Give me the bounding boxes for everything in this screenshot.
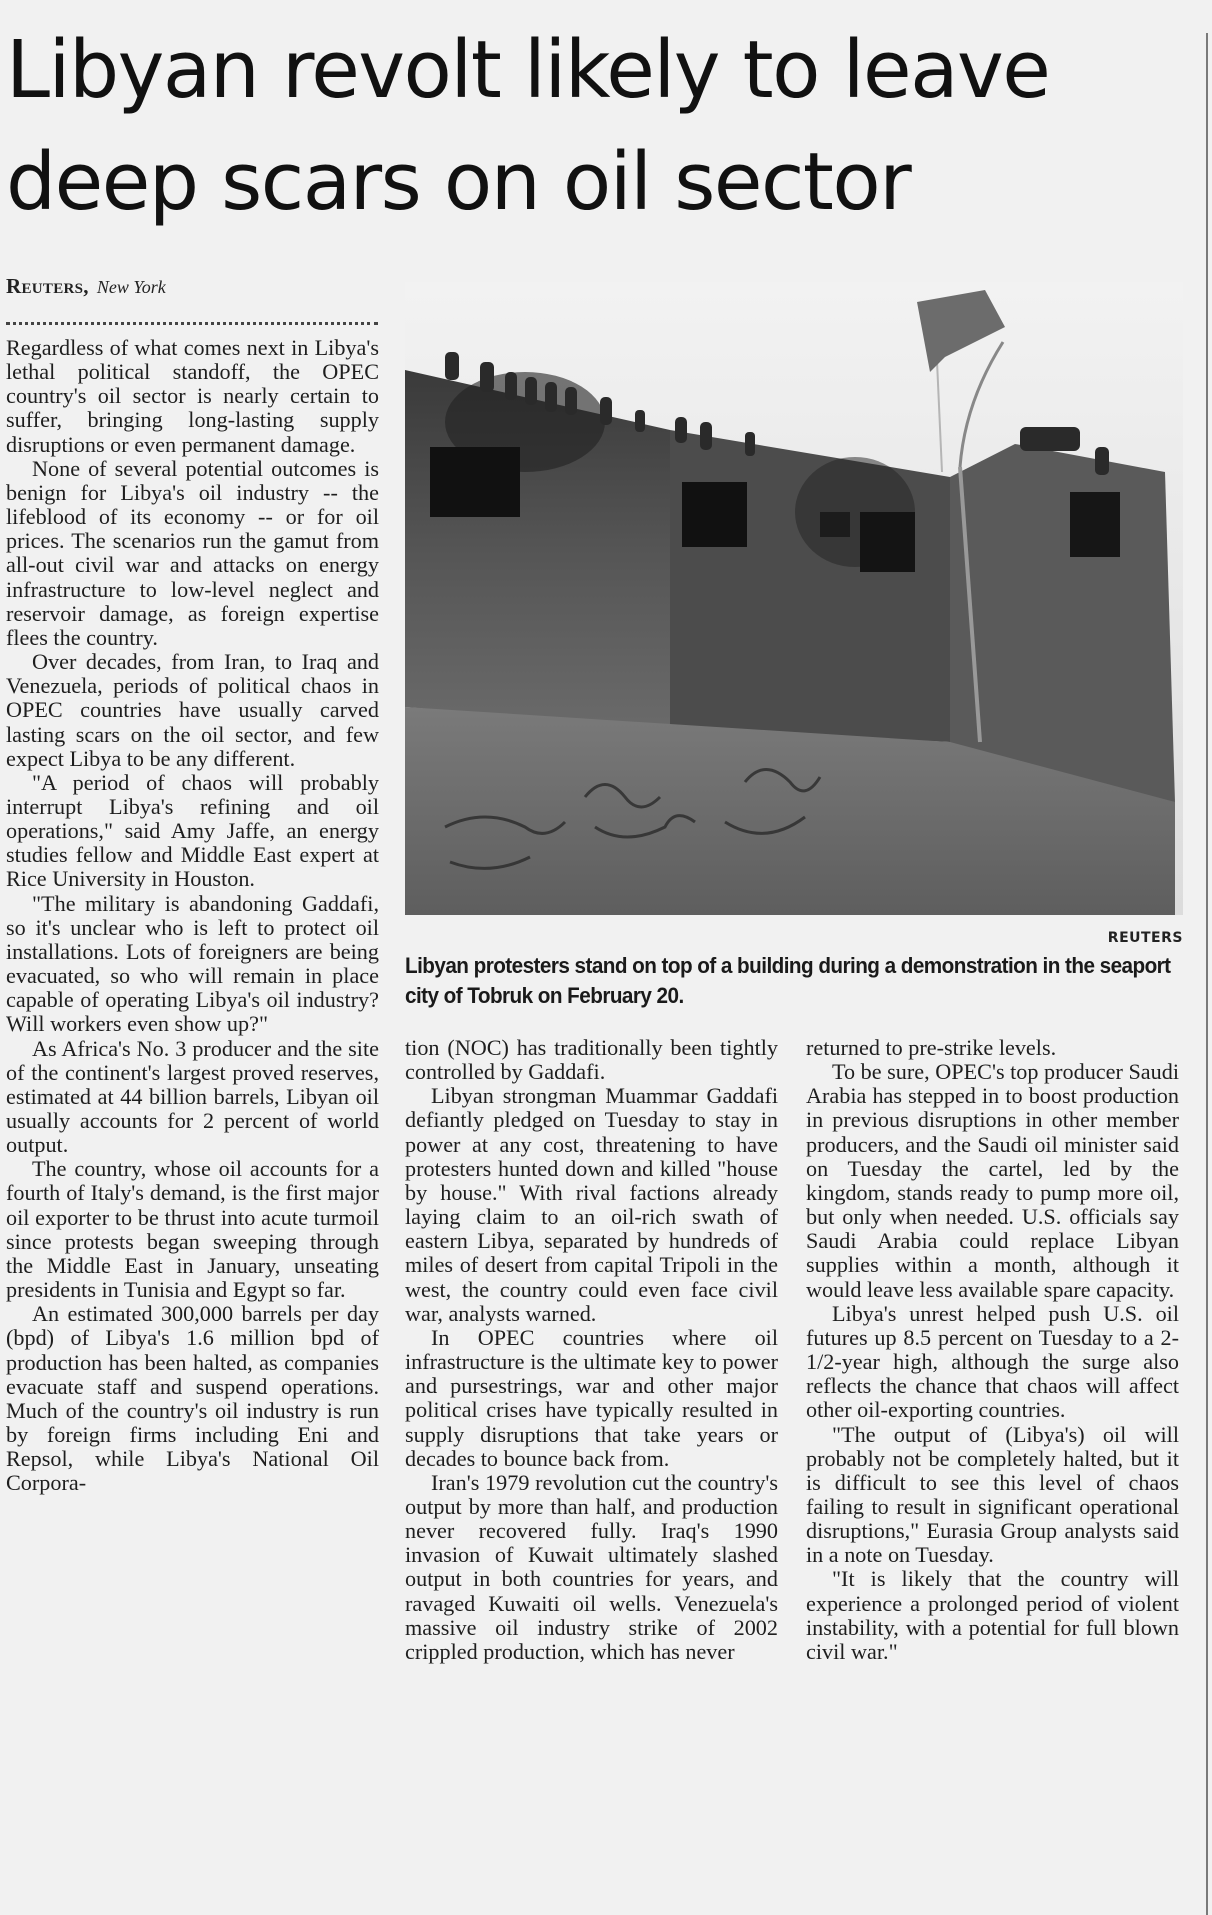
paragraph: The country, whose oil accounts for a fourth of Italy's demand, is the first major oil exporter to be thrust into acute turmoil since protests began sweeping through the Middle East in January, unseating presidents in Tunisia and Egypt so far. [6,1156,379,1303]
paragraph: "The output of (Libya's) oil will probably not be completely halted, but it is difficult to see this level of chaos failing to result in significant operational disruptions," Eurasia Group analysts said in a note on Tuesday. [806,1421,1179,1568]
column-rule [1206,33,1208,1915]
paragraph: Over decades, from Iran, to Iraq and Venezuela, periods of political chaos in OPEC countries have usually carved lasting scars on the oil sector, and few expect Libya to be any different. [6,649,379,771]
byline-location: New York [96,277,166,297]
dotted-divider [6,322,378,325]
article-column-2 [405,1036,778,1664]
paragraph: Regardless of what comes next in Libya's lethal political standoff, the OPEC country's oil sector is nearly certain to suffer, bringing long-lasting supply disruptions or even permanent damage. [6,335,379,457]
paragraph: Iran's 1979 revolution cut the country's output by more than half, and production never recovered fully. Iraq's 1990 invasion of Kuwait ultimately slashed output in both countries for years, and ravaged Kuwaiti oil wells. Venezuela's massive oil industry strike of 2002 crippled production, which has never [405,1469,778,1664]
article-column-1 [6,336,379,1496]
headline-line-2: deep scars on oil sector [6,136,911,228]
paragraph: returned to pre-strike levels. [806,1035,1057,1060]
paragraph: "The military is abandoning Gaddafi, so it's unclear who is left to protect oil installations. Lots of foreigners are being evacuated, so who will remain in place capable of operating Libya's oil industry? Will workers even show up?" [6,890,379,1037]
paragraph: To be sure, OPEC's top producer Saudi Arabia has stepped in to boost production in previous disruptions in other member producers, and the Saudi oil minister said on Tuesday the cartel, led by the kingdom, stands ready to pump more oil, but only when needed. U.S. officials say Saudi Arabia could replace Libyan supplies within a month, although it would leave less available spare capacity. [806,1059,1179,1302]
byline-agency: Reuters, [6,274,89,298]
paragraph: "A period of chaos will probably interrupt Libya's refining and oil operations," said Amy Jaffe, an energy studies fellow and Middle East expert at Rice University in Houston. [6,769,379,892]
paragraph: None of several potential outcomes is benign for Libya's oil industry -- the lifeblood of its economy -- or for oil prices. The scenarios run the gamut from all-out civil war and attacks on energy infrastructure to low-level neglect and reservoir damage, as foreign expertise flees the country. [6,455,379,650]
byline [6,274,166,299]
article-column-3 [806,1036,1179,1664]
headline-line-1: Libyan revolt likely to leave [6,24,1050,116]
paragraph: Libyan strongman Muammar Gaddafi defiantly pledged on Tuesday to stay in power at any cost, threatening to have protesters hunted down and killed "house by house." With rival factions already laying claim to an oil-rich swath of eastern Libya, separated by hundreds of miles of desert from capital Tripoli in the west, the country could even face civil war, analysts warned. [405,1083,778,1326]
photo-illustration [405,282,1183,915]
photo-credit: REUTERS [1107,930,1183,946]
news-photo [405,282,1183,915]
paragraph: An estimated 300,000 barrels per day (bpd) of Libya's 1.6 million bpd of production has been halted, as companies evacuate staff and suspend operations. Much of the country's oil industry is run by foreign firms including Eni and Repsol, while Libya's National Oil Corpora- [6,1301,379,1496]
paragraph: "It is likely that the country will experience a prolonged period of violent instability, with a potential for full blown civil war." [806,1566,1179,1664]
paragraph: Libya's unrest helped push U.S. oil futures up 8.5 percent on Tuesday to a 2-1/2-year high, although the surge also reflects the chance that chaos will affect other oil-exporting countries. [806,1300,1179,1423]
paragraph: As Africa's No. 3 producer and the site of the continent's largest proved reserves, estimated at 44 billion barrels, Libyan oil usually accounts for 2 percent of world output. [6,1035,379,1158]
photo-caption: Libyan protesters stand on top of a building during a demonstration in the seaport city of Tobruk on February 20. [405,953,1171,1008]
paragraph: In OPEC countries where oil infrastructure is the ultimate key to power and pursestrings, war and other major political crises have typically resulted in supply disruptions that take years or decades to bounce back from. [405,1324,778,1471]
headline [6,14,1206,238]
paragraph: tion (NOC) has traditionally been tightly controlled by Gaddafi. [405,1035,778,1085]
